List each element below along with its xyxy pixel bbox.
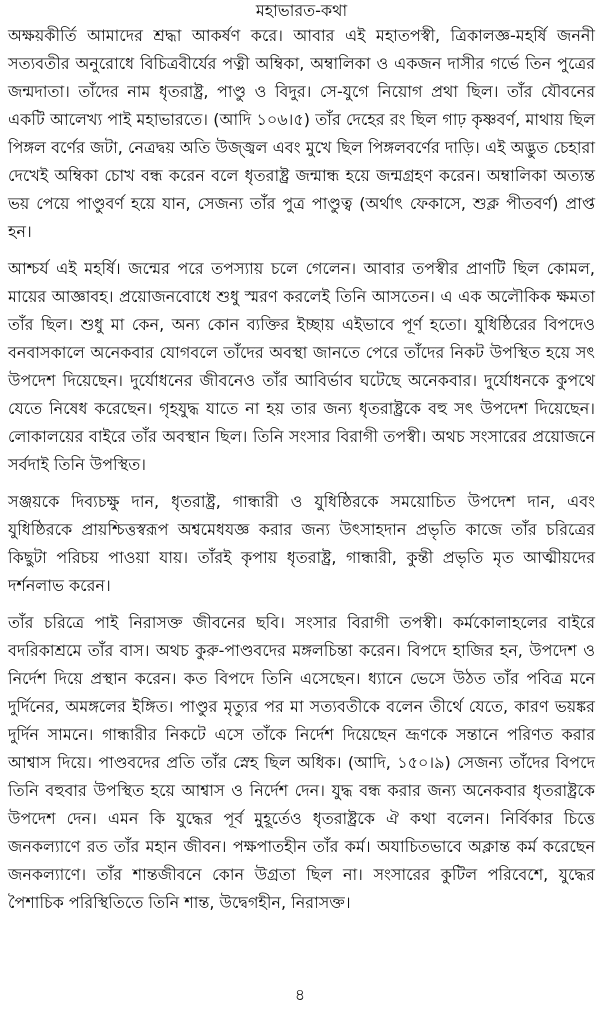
page-number: ৪ <box>294 985 306 1004</box>
running-title: মহাভারত-কথা <box>255 1 348 20</box>
paragraph-4: তাঁর চরিত্রে পাই নিরাসক্ত জীবনের ছবি। সংসার বিরাগী তপস্বী। কর্মকোলাহলের বাইরে বদরিকাশ্রমে তাঁর বাস। অথচ কুরু-পাণ্ডবদের মঙ্গলচিন্তা করেন। বিপদে হাজির হন, উপদেশ ও নির্দেশ দিয়ে প্রস্থান করেন। কত বিপদে তিনি এসেছেন। ধ্যানে ভেসে উঠত তাঁর পবিত্র মনে দুর্দিনের, অমঙ্গলের ইঙ্গিত। পাণ্ডুর মৃত্যুর পর মা সত্যবতীকে বলেন তীর্থে যেতে, কারণ ভয়ঙ্কর দুর্দিন সামনে। গান্ধারীর নিকটে এসে তাঁকে নির্দেশ দিয়েছেন ভ্রূণকে সন্তানে পরিণত করার আশ্বাস দিয়ে। পাণ্ডবদের প্রতি তাঁর স্নেহ ছিল অধিক। (আদি, ১৫০।৯) সেজন্য তাঁদের বিপদে তিনি বহুবার উপস্থিত হয়ে আশ্বাস ও নির্দেশ দেন। যুদ্ধ বন্ধ করার জন্য অনেকবার ধৃতরাষ্ট্রকে উপদেশ দেন। এমন কি যুদ্ধের পূর্ব মুহূর্তেও ধৃতরাষ্ট্রকে ঐ কথা বলেন। নির্বিকার চিত্তে জনকল্যাণে রত তাঁর মহান জীবন। পক্ষপাতহীন তাঁর কর্ম। অযাচিতভাবে অক্লান্ত কর্ম করেছেন জনকল্যাণে। তাঁর শান্তজীবনে কোন উগ্রতা ছিল না। সংসারের কুটিল পরিবেশে, যুদ্ধের পৈশাচিক পরিস্থিতিতে তিনি শান্ত, উদ্বেগহীন, নিরাসক্ত। <box>8 613 595 912</box>
body-text <box>8 22 595 917</box>
paragraph-3: সঞ্জয়কে দিব্যচক্ষু দান, ধৃতরাষ্ট্র, গান্ধারী ও যুধিষ্ঠিরকে সময়োচিত উপদেশ দান, এবং যুধিষ্ঠিরকে প্রায়শ্চিত্তস্বরূপ অশ্বমেধযজ্ঞ করার জন্য উৎসাহদান প্রভৃতি কাজে তাঁর চরিত্রের কিছুটা পরিচয় পাওয়া যায়। তাঁরই কৃপায় ধৃতরাষ্ট্র, গান্ধারী, কুন্তী প্রভৃতি মৃত আত্মীয়দের দর্শনলাভ করেন। <box>8 492 595 595</box>
paragraph-1: অক্ষয়কীর্তি আমাদের শ্রদ্ধা আকর্ষণ করে। আবার এই মহাতপস্বী, ত্রিকালজ্ঞ-মহর্ষি জননী সত্যবতীর অনুরোধে বিচিত্রবীর্যের পত্নী অম্বিকা, অম্বালিকা ও একজন দাসীর গর্ভে তিন পুত্রের জন্মদাতা। তাঁদের নাম ধৃতরাষ্ট্র, পাণ্ডু ও বিদুর। সে-যুগে নিয়োগ প্রথা ছিল। তাঁর যৌবনের একটি আলেখ্য পাই মহাভারতে। (আদি ১০৬।৫) তাঁর দেহের রং ছিল গাঢ় কৃষ্ণবর্ণ, মাথায় ছিল পিঙ্গল বর্ণের জটা, নেত্রদ্বয় অতি উজ্জ্বল এবং মুখে ছিল পিঙ্গলবর্ণের দাড়ি। এই অদ্ভুত চেহারা দেখেই অম্বিকা চোখ বন্ধ করেন বলে ধৃতরাষ্ট্র জন্মান্ধ হয়ে জন্মগ্রহণ করেন। অম্বালিকা অত্যন্ত ভয় পেয়ে পাণ্ডুবর্ণ হয়ে যান, সেজন্য তাঁর পুত্র পাণ্ডুত্ব (অর্থাৎ ফেকাসে, শুক্ল পীতবর্ণ) প্রাপ্ত হন। <box>8 26 595 241</box>
paragraph-2: আশ্চর্য এই মহর্ষি। জন্মের পরে তপস্যায় চলে গেলেন। আবার তপস্বীর প্রাণটি ছিল কোমল, মায়ের আজ্ঞাবহ। প্রয়োজনবোধে শুধু স্মরণ করলেই তিনি আসতেন। এ এক অলৌকিক ক্ষমতা তাঁর ছিল। শুধু মা কেন, অন্য কোন ব্যক্তির ইচ্ছায় এইভাবে পূর্ণ হতো। যুধিষ্ঠিরের বিপদেও বনবাসকালে অনেকবার যোগবলে তাঁদের অবস্থা জানতে পেরে তাঁদের নিকট উপস্থিত হয়ে সৎ উপদেশ দিয়েছেন। দুর্যোধনের জীবনেও তাঁর আবির্ভাব ঘটেছে অনেকবার। দুর্যোধনকে কুপথে যেতে নিষেধ করেছেন। গৃহযুদ্ধ যাতে না হয় তার জন্য ধৃতরাষ্ট্রকে বহু সৎ উপদেশ দিয়েছেন। লোকালয়ের বাইরে তাঁর অবস্থান ছিল। তিনি সংসার বিরাগী তপস্বী। অথচ সংসারের প্রয়োজনে সর্বদাই তিনি উপস্থিত। <box>8 259 595 474</box>
